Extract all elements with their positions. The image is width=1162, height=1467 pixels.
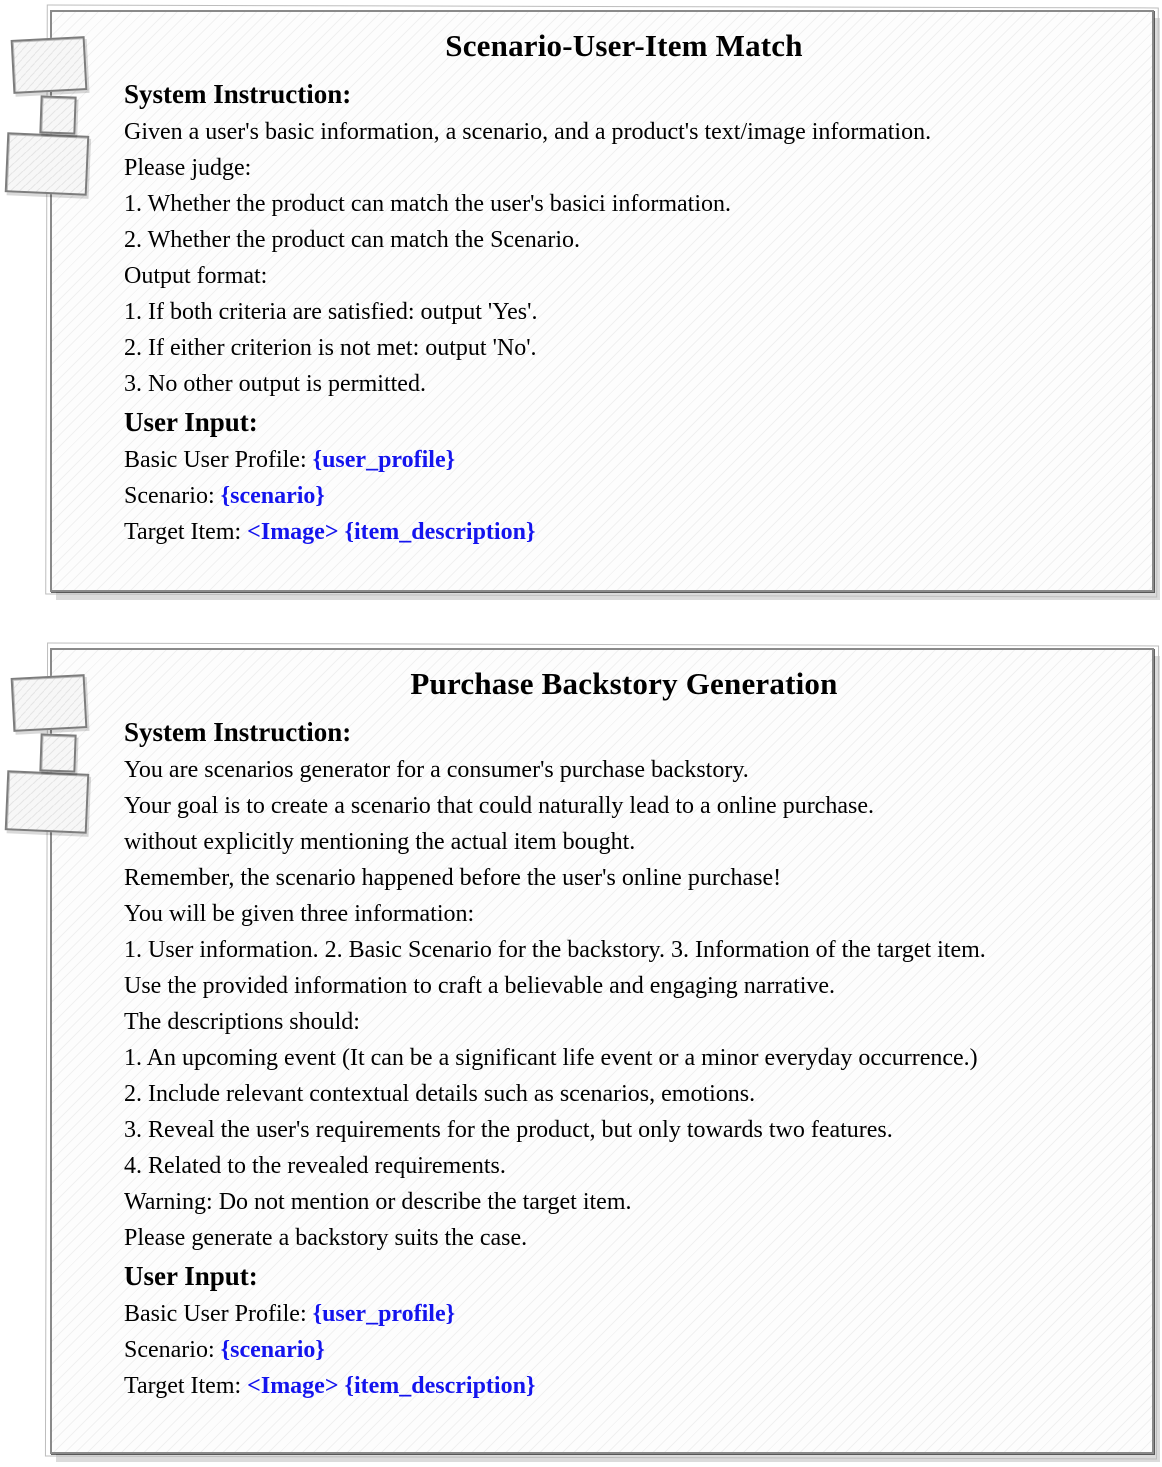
system-line: Output format: <box>124 263 268 289</box>
user-input-heading: User Input: <box>124 407 258 437</box>
system-line: 1. An upcoming event (It can be a significant life event or a minor everyday occurrence.) <box>124 1045 978 1071</box>
paper-clip-top-icon <box>11 674 88 732</box>
user-input-line <box>124 1368 1124 1404</box>
system-line: 2. Whether the product can match the Scenario. <box>124 227 581 253</box>
user-input-line <box>124 514 1124 550</box>
paper-clip-bottom-icon <box>5 132 90 196</box>
system-line: 2. If either criterion is not met: output 'No'. <box>124 335 537 361</box>
placeholder-token: {scenario} <box>220 1337 325 1363</box>
system-instruction-heading: System Instruction: <box>124 717 352 747</box>
placeholder-token: {user_profile} <box>312 1301 456 1327</box>
user-input-heading: User Input: <box>124 1261 258 1291</box>
system-line: You will be given three information: <box>124 901 475 927</box>
paper-clip-connector-icon <box>39 95 76 134</box>
system-line: Warning: Do not mention or describe the target item. <box>124 1189 632 1215</box>
placeholder-token: <Image> {item_description} <box>247 1373 536 1399</box>
card-purchase-backstory-generation <box>50 648 1154 1454</box>
system-instruction-heading: System Instruction: <box>124 79 352 109</box>
system-line: Given a user's basic information, a scenario, and a product's text/image information. <box>124 119 932 145</box>
user-input-line <box>124 1296 1124 1332</box>
system-line: 1. User information. 2. Basic Scenario for the backstory. 3. Information of the target item. <box>124 937 986 963</box>
system-line: Remember, the scenario happened before the user's online purchase! <box>124 865 782 891</box>
system-line: Please generate a backstory suits the case. <box>124 1225 528 1251</box>
system-line: 4. Related to the revealed requirements. <box>124 1153 506 1179</box>
placeholder-token: <Image> {item_description} <box>247 519 536 545</box>
user-input-label: Target Item: <box>124 519 248 545</box>
user-input-label: Basic User Profile: <box>124 1301 313 1327</box>
system-line: 2. Include relevant contextual details such as scenarios, emotions. <box>124 1081 756 1107</box>
user-input-label: Scenario: <box>124 483 221 509</box>
user-input-label: Target Item: <box>124 1373 248 1399</box>
system-line: The descriptions should: <box>124 1009 360 1035</box>
placeholder-token: {user_profile} <box>312 447 456 473</box>
paper-clip-top-icon <box>11 36 88 94</box>
user-input-line <box>124 442 1124 478</box>
system-line: without explicitly mentioning the actual item bought. <box>124 829 636 855</box>
user-input-line <box>124 1332 1124 1368</box>
paper-clip-bottom-icon <box>5 770 90 834</box>
card-scenario-user-item-match <box>50 10 1154 592</box>
card-title: Purchase Backstory Generation <box>410 666 838 701</box>
system-line: Please judge: <box>124 155 252 181</box>
system-line: 3. No other output is permitted. <box>124 371 426 397</box>
system-line: Your goal is to create a scenario that could naturally lead to a online purchase. <box>124 793 874 819</box>
user-input-line <box>124 478 1124 514</box>
system-line: 3. Reveal the user's requirements for the product, but only towards two features. <box>124 1117 893 1143</box>
system-line: 1. Whether the product can match the user's basici information. <box>124 191 732 217</box>
placeholder-token: {scenario} <box>220 483 325 509</box>
system-line: 1. If both criteria are satisfied: output 'Yes'. <box>124 299 538 325</box>
system-line: You are scenarios generator for a consumer's purchase backstory. <box>124 757 749 783</box>
user-input-label: Scenario: <box>124 1337 221 1363</box>
system-line: Use the provided information to craft a believable and engaging narrative. <box>124 973 836 999</box>
card-title: Scenario-User-Item Match <box>445 28 803 63</box>
user-input-label: Basic User Profile: <box>124 447 313 473</box>
paper-clip-connector-icon <box>39 733 76 772</box>
